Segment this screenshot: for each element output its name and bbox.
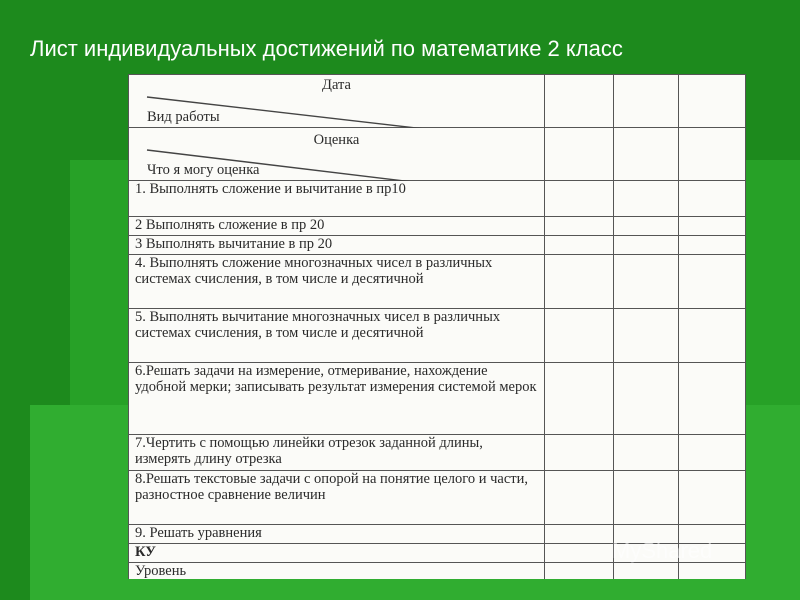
row-label: 8.Решать текстовые задачи с опорой на понятие целого и части, разностное сравнение величин — [129, 471, 545, 525]
watermark: MyShared — [612, 538, 713, 563]
table-row — [129, 563, 746, 580]
row-label: Уровень — [129, 563, 545, 580]
grid-cell — [614, 181, 679, 217]
date-label: Дата — [322, 77, 351, 93]
header-cell-date-worktype — [129, 75, 545, 128]
row-label: 9. Решать уравнения — [129, 525, 545, 544]
row-label: 7.Чертить с помощью линейки отрезок заданной длины, измерять длину отрезка — [129, 435, 545, 471]
grid-cell — [545, 309, 614, 363]
header-row-grade — [129, 128, 746, 181]
grid-cell — [614, 435, 679, 471]
grid-cell — [679, 128, 746, 181]
grid-cell — [679, 236, 746, 255]
grid-cell — [614, 255, 679, 309]
grade-label: Оценка — [313, 132, 360, 148]
grid-cell — [614, 217, 679, 236]
grid-cell — [545, 128, 614, 181]
grid-cell — [545, 563, 614, 580]
grid-cell — [679, 471, 746, 525]
grid-cell — [614, 128, 679, 181]
row-label: КУ — [129, 544, 545, 563]
grid-cell — [614, 75, 679, 128]
table-row — [129, 363, 746, 435]
row-label: 2 Выполнять сложение в пр 20 — [129, 217, 545, 236]
grid-cell — [545, 525, 614, 544]
grid-cell — [614, 563, 679, 580]
grid-cell — [679, 181, 746, 217]
table-row — [129, 435, 746, 471]
grid-cell — [545, 435, 614, 471]
table-row — [129, 181, 746, 217]
grid-cell — [679, 563, 746, 580]
table-row — [129, 255, 746, 309]
table-row — [129, 471, 746, 525]
work-type-label: Вид работы — [147, 109, 220, 125]
grid-cell — [614, 309, 679, 363]
row-label: 1. Выполнять сложение и вычитание в пр10 — [129, 181, 545, 217]
grid-cell — [545, 217, 614, 236]
grid-cell — [679, 217, 746, 236]
row-label: 4. Выполнять сложение многозначных чисел в различных системах счисления, в том числе и десятичной — [129, 255, 545, 309]
grid-cell — [545, 181, 614, 217]
table-row — [129, 236, 746, 255]
grid-cell — [679, 75, 746, 128]
grid-cell — [614, 471, 679, 525]
grid-cell — [545, 363, 614, 435]
grid-cell — [545, 544, 614, 563]
header-cell-grade-what — [129, 128, 545, 181]
grid-cell — [545, 255, 614, 309]
grid-cell — [545, 471, 614, 525]
what-label: Что я могу оценка — [147, 162, 260, 178]
table-row — [129, 217, 746, 236]
row-label: 5. Выполнять вычитание многозначных чисел в различных системах счисления, в том числе и десятичной — [129, 309, 545, 363]
grid-cell — [614, 236, 679, 255]
grid-cell — [679, 309, 746, 363]
achievement-sheet — [128, 74, 746, 579]
grid-cell — [545, 236, 614, 255]
row-label: 6.Решать задачи на измерение, отмеривание, нахождение удобной мерки; записывать результат измерения системой мерок — [129, 363, 545, 435]
achievement-table — [128, 74, 746, 579]
slide-title: Лист индивидуальных достижений по математике 2 класс — [30, 36, 623, 61]
grid-cell — [679, 435, 746, 471]
table-row — [129, 309, 746, 363]
header-row-date — [129, 75, 746, 128]
grid-cell — [614, 363, 679, 435]
grid-cell — [545, 75, 614, 128]
grid-cell — [679, 363, 746, 435]
row-label: 3 Выполнять вычитание в пр 20 — [129, 236, 545, 255]
grid-cell — [679, 255, 746, 309]
